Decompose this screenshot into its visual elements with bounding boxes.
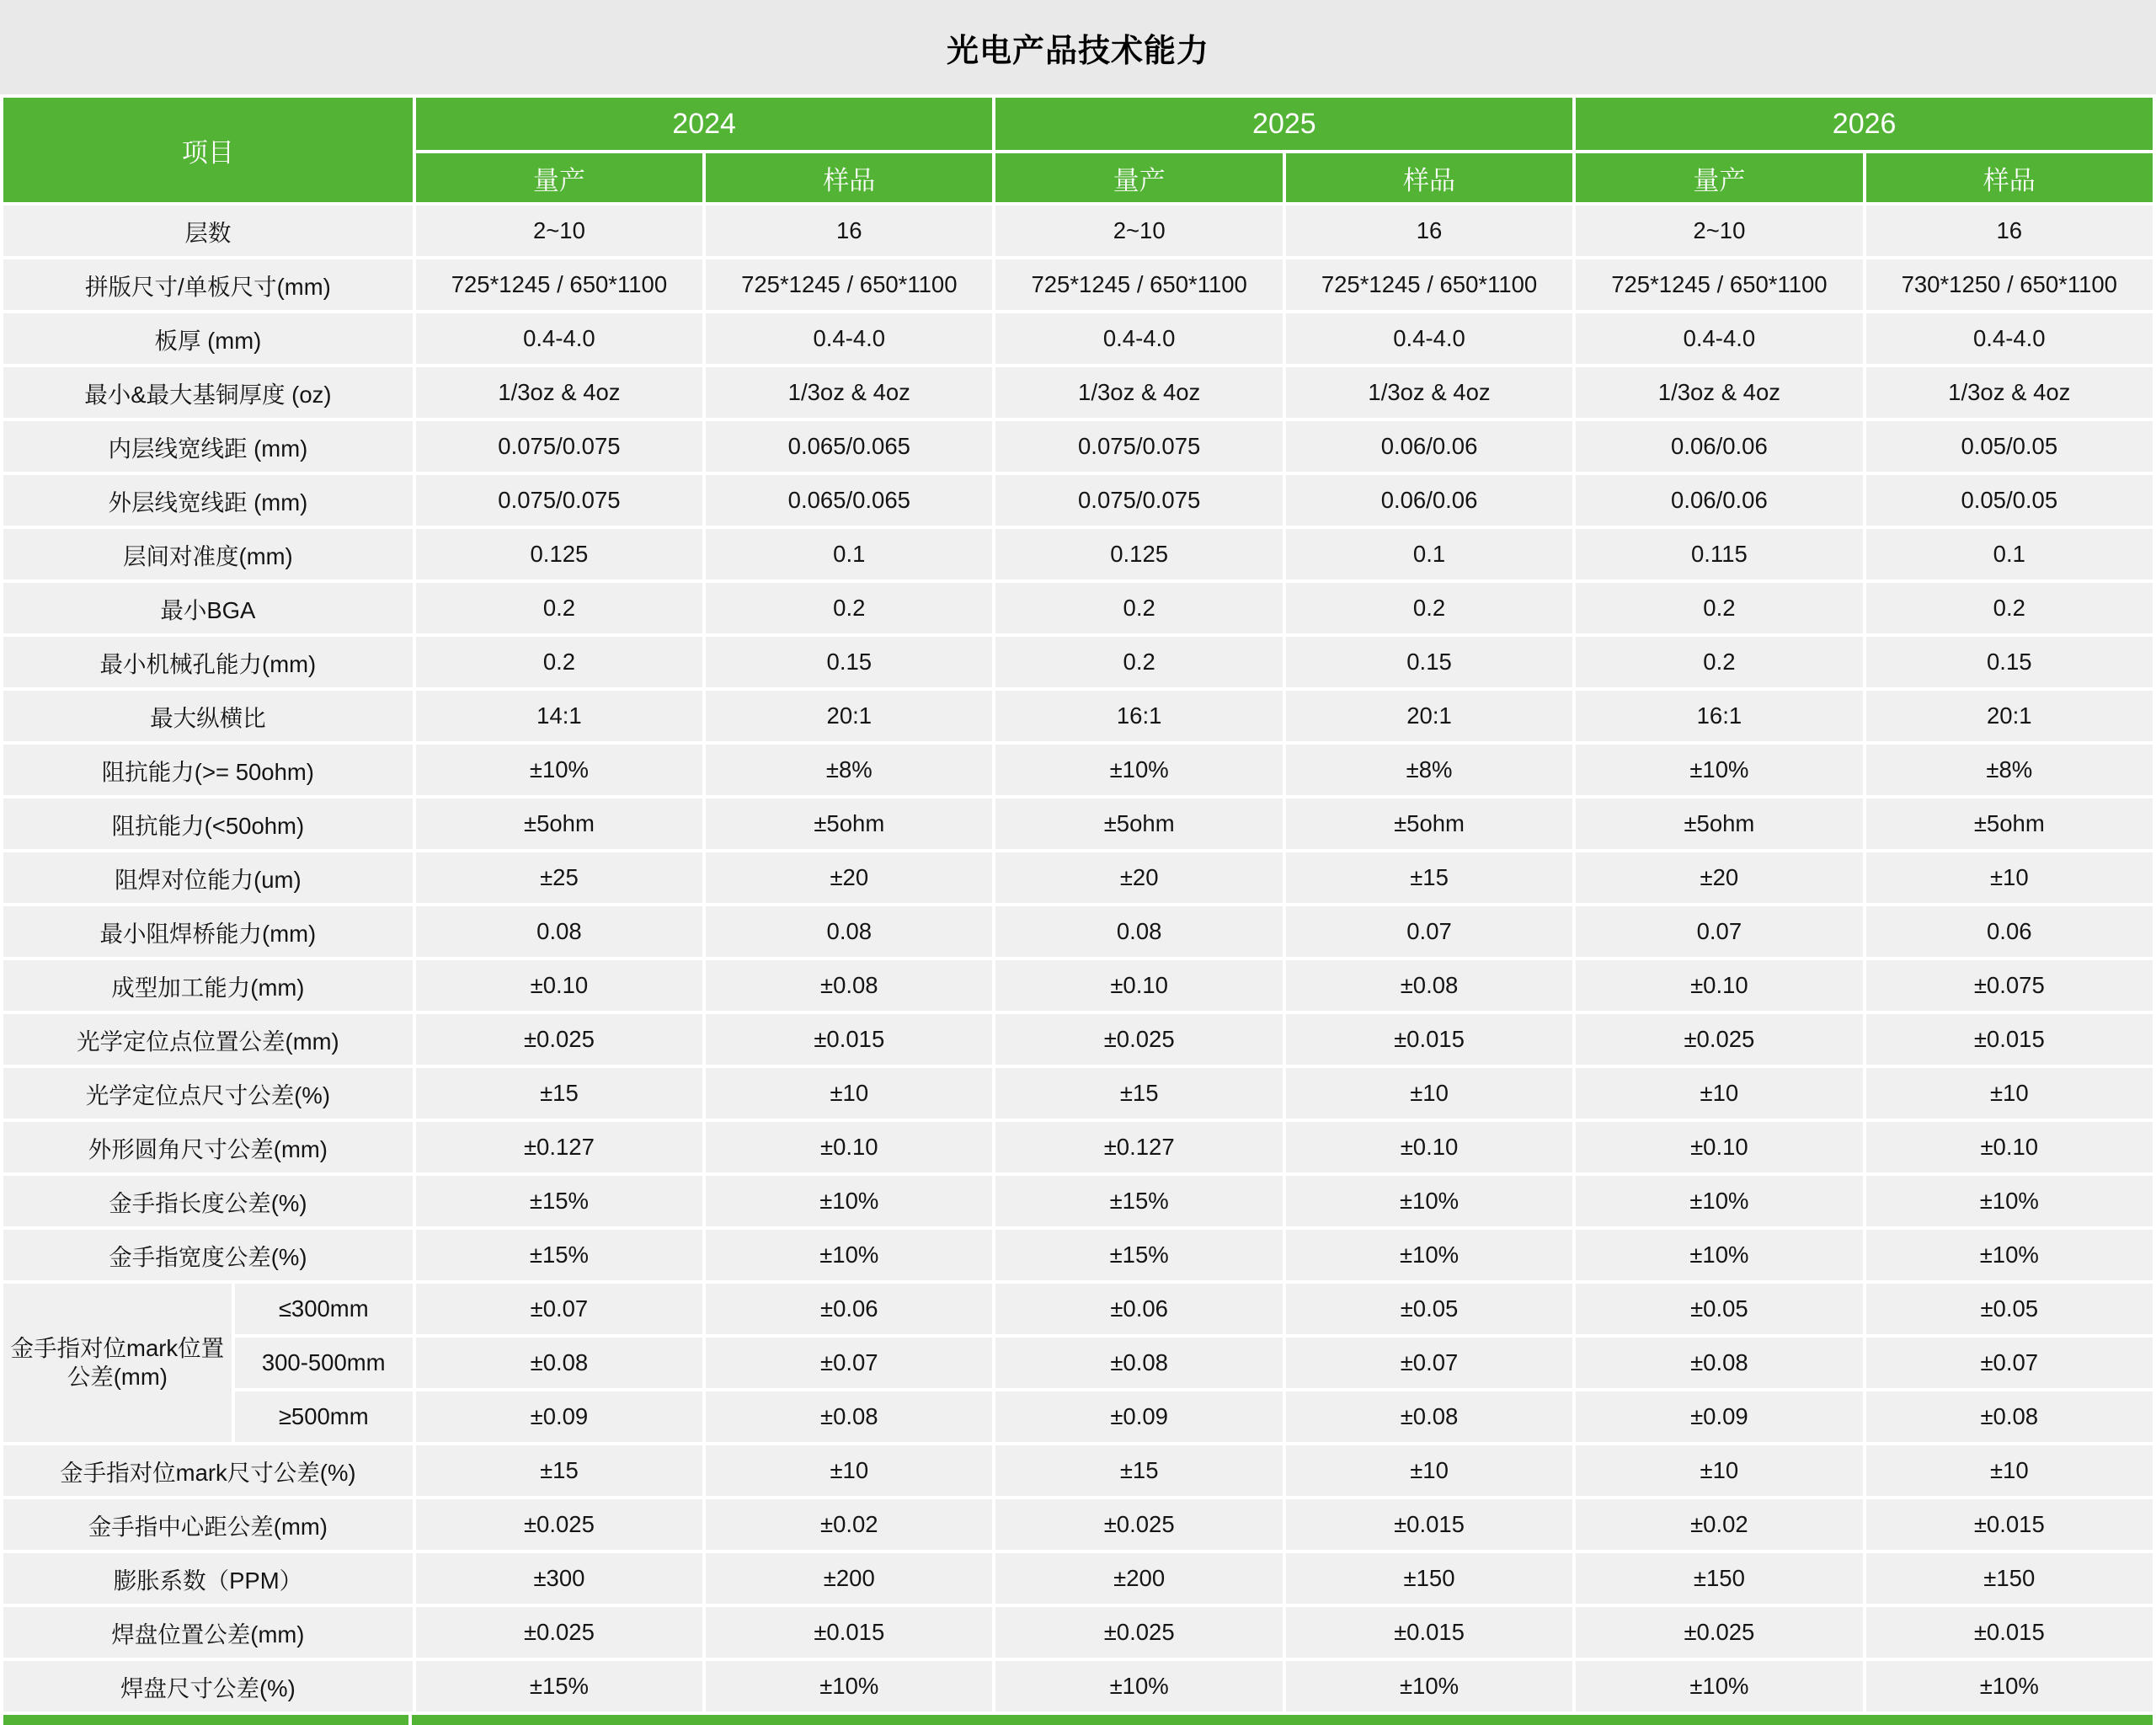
- cell-r0c1: 16: [706, 206, 992, 256]
- row-label: 阻抗能力(>= 50ohm): [3, 745, 413, 795]
- cell-r14c2: ±0.10: [995, 960, 1282, 1011]
- cell-r19c5: ±10%: [1866, 1230, 2153, 1280]
- cell-r2c2: 0.4-4.0: [995, 313, 1282, 364]
- cell-r14c0: ±0.10: [416, 960, 702, 1011]
- cell-r20s2c3: ±0.08: [1286, 1391, 1572, 1442]
- cell-r17c1: ±0.10: [706, 1122, 992, 1172]
- table-row: [3, 1391, 2153, 1442]
- cell-r9c3: 20:1: [1286, 691, 1572, 741]
- cell-r22c0: ±0.025: [416, 1499, 702, 1550]
- table-row: [3, 852, 2153, 903]
- cell-r21c2: ±15: [995, 1445, 1282, 1496]
- cell-r4c5: 0.05/0.05: [1866, 421, 2153, 472]
- cell-r13c1: 0.08: [706, 906, 992, 957]
- cell-r18c1: ±10%: [706, 1176, 992, 1226]
- cell-r16c5: ±10: [1866, 1068, 2153, 1119]
- cell-r23c2: ±200: [995, 1553, 1282, 1604]
- column-header-2025-production: 量产: [995, 153, 1282, 202]
- cell-r8c4: 0.2: [1576, 637, 1862, 687]
- cell-r20s0c4: ±0.05: [1576, 1284, 1862, 1334]
- row-label: 层间对准度(mm): [3, 529, 413, 579]
- cell-r21c1: ±10: [706, 1445, 992, 1496]
- row-label: 金手指中心距公差(mm): [3, 1499, 413, 1550]
- cell-r25c2: ±10%: [995, 1661, 1282, 1712]
- cell-r21c0: ±15: [416, 1445, 702, 1496]
- cell-r13c4: 0.07: [1576, 906, 1862, 957]
- column-header-2024-sample: 样品: [706, 153, 992, 202]
- cell-r25c1: ±10%: [706, 1661, 992, 1712]
- table-row: [3, 421, 2153, 472]
- cell-r22c3: ±0.015: [1286, 1499, 1572, 1550]
- row-label: 最大纵横比: [3, 691, 413, 741]
- cell-r9c5: 20:1: [1866, 691, 2153, 741]
- cell-r5c3: 0.06/0.06: [1286, 475, 1572, 526]
- cell-r5c4: 0.06/0.06: [1576, 475, 1862, 526]
- table-row: [3, 637, 2153, 687]
- row-label: 焊盘尺寸公差(%): [3, 1661, 413, 1712]
- cell-r11c2: ±5ohm: [995, 798, 1282, 849]
- cutoff-header-segment: [3, 1715, 408, 1725]
- cell-r12c3: ±15: [1286, 852, 1572, 903]
- cell-r9c4: 16:1: [1576, 691, 1862, 741]
- table-row: [3, 1068, 2153, 1119]
- cell-r20s0c3: ±0.05: [1286, 1284, 1572, 1334]
- cell-r18c0: ±15%: [416, 1176, 702, 1226]
- row-group-label: 金手指对位mark位置公差(mm): [3, 1284, 232, 1442]
- next-table-header-cutoff: [3, 1715, 2153, 1725]
- row-label: 阻焊对位能力(um): [3, 852, 413, 903]
- cell-r1c2: 725*1245 / 650*1100: [995, 259, 1282, 310]
- row-label: 拼版尺寸/单板尺寸(mm): [3, 259, 413, 310]
- cell-r25c5: ±10%: [1866, 1661, 2153, 1712]
- cell-r12c4: ±20: [1576, 852, 1862, 903]
- cell-r22c1: ±0.02: [706, 1499, 992, 1550]
- cell-r10c4: ±10%: [1576, 745, 1862, 795]
- cell-r16c0: ±15: [416, 1068, 702, 1119]
- cell-r11c0: ±5ohm: [416, 798, 702, 849]
- cell-r11c4: ±5ohm: [1576, 798, 1862, 849]
- cell-r2c5: 0.4-4.0: [1866, 313, 2153, 364]
- cell-r12c2: ±20: [995, 852, 1282, 903]
- table-row: [3, 906, 2153, 957]
- row-range-label: ≤300mm: [235, 1284, 413, 1334]
- cell-r15c2: ±0.025: [995, 1014, 1282, 1065]
- row-label: 最小机械孔能力(mm): [3, 637, 413, 687]
- cell-r22c5: ±0.015: [1866, 1499, 2153, 1550]
- cell-r20s2c4: ±0.09: [1576, 1391, 1862, 1442]
- row-label: 内层线宽线距 (mm): [3, 421, 413, 472]
- cell-r14c1: ±0.08: [706, 960, 992, 1011]
- table-row: [3, 1284, 2153, 1334]
- cell-r18c3: ±10%: [1286, 1176, 1572, 1226]
- table-row: [3, 1607, 2153, 1658]
- column-header-2025-sample: 样品: [1286, 153, 1572, 202]
- table-row: [3, 583, 2153, 633]
- cell-r13c3: 0.07: [1286, 906, 1572, 957]
- row-range-label: 300-500mm: [235, 1338, 413, 1388]
- cell-r13c2: 0.08: [995, 906, 1282, 957]
- capability-table: [0, 94, 2156, 1715]
- cell-r21c3: ±10: [1286, 1445, 1572, 1496]
- cell-r10c3: ±8%: [1286, 745, 1572, 795]
- table-row: [3, 1230, 2153, 1280]
- row-label: 外层线宽线距 (mm): [3, 475, 413, 526]
- cell-r0c0: 2~10: [416, 206, 702, 256]
- cell-r17c0: ±0.127: [416, 1122, 702, 1172]
- cell-r11c5: ±5ohm: [1866, 798, 2153, 849]
- cell-r8c3: 0.15: [1286, 637, 1572, 687]
- column-header-2026-production: 量产: [1576, 153, 1862, 202]
- cell-r18c5: ±10%: [1866, 1176, 2153, 1226]
- cell-r2c4: 0.4-4.0: [1576, 313, 1862, 364]
- cell-r15c1: ±0.015: [706, 1014, 992, 1065]
- cell-r14c3: ±0.08: [1286, 960, 1572, 1011]
- table-row: [3, 206, 2153, 256]
- cell-r8c1: 0.15: [706, 637, 992, 687]
- row-label: 金手指长度公差(%): [3, 1176, 413, 1226]
- cell-r1c5: 730*1250 / 650*1100: [1866, 259, 2153, 310]
- cell-r20s0c2: ±0.06: [995, 1284, 1282, 1334]
- page-title: 光电产品技术能力: [946, 33, 1209, 69]
- cell-r1c1: 725*1245 / 650*1100: [706, 259, 992, 310]
- table-row: [3, 1176, 2153, 1226]
- row-label: 膨胀系数（PPM）: [3, 1553, 413, 1604]
- table-row: [3, 529, 2153, 579]
- cell-r24c4: ±0.025: [1576, 1607, 1862, 1658]
- table-row: [3, 1553, 2153, 1604]
- row-label: 最小阻焊桥能力(mm): [3, 906, 413, 957]
- cell-r14c4: ±0.10: [1576, 960, 1862, 1011]
- cell-r5c1: 0.065/0.065: [706, 475, 992, 526]
- cell-r16c4: ±10: [1576, 1068, 1862, 1119]
- cell-r17c3: ±0.10: [1286, 1122, 1572, 1172]
- row-label: 成型加工能力(mm): [3, 960, 413, 1011]
- cell-r11c3: ±5ohm: [1286, 798, 1572, 849]
- column-header-2026-sample: 样品: [1866, 153, 2153, 202]
- cell-r1c0: 725*1245 / 650*1100: [416, 259, 702, 310]
- cell-r5c2: 0.075/0.075: [995, 475, 1282, 526]
- cell-r20s0c1: ±0.06: [706, 1284, 992, 1334]
- title-band: [0, 0, 2156, 94]
- cell-r24c3: ±0.015: [1286, 1607, 1572, 1658]
- cell-r6c2: 0.125: [995, 529, 1282, 579]
- column-header-year-2024: 2024: [416, 98, 993, 150]
- cell-r16c3: ±10: [1286, 1068, 1572, 1119]
- cell-r18c2: ±15%: [995, 1176, 1282, 1226]
- cell-r6c5: 0.1: [1866, 529, 2153, 579]
- cell-r7c4: 0.2: [1576, 583, 1862, 633]
- cell-r0c3: 16: [1286, 206, 1572, 256]
- cell-r20s0c5: ±0.05: [1866, 1284, 2153, 1334]
- cell-r15c0: ±0.025: [416, 1014, 702, 1065]
- cell-r1c4: 725*1245 / 650*1100: [1576, 259, 1862, 310]
- cell-r20s1c1: ±0.07: [706, 1338, 992, 1388]
- cell-r8c0: 0.2: [416, 637, 702, 687]
- row-label: 焊盘位置公差(mm): [3, 1607, 413, 1658]
- cell-r20s2c2: ±0.09: [995, 1391, 1282, 1442]
- cell-r10c5: ±8%: [1866, 745, 2153, 795]
- table-row: [3, 691, 2153, 741]
- cell-r23c5: ±150: [1866, 1553, 2153, 1604]
- table-row: [3, 1499, 2153, 1550]
- cell-r15c3: ±0.015: [1286, 1014, 1572, 1065]
- table-row: [3, 1014, 2153, 1065]
- cell-r22c4: ±0.02: [1576, 1499, 1862, 1550]
- cell-r20s2c0: ±0.09: [416, 1391, 702, 1442]
- row-label: 层数: [3, 206, 413, 256]
- cell-r3c5: 1/3oz & 4oz: [1866, 367, 2153, 418]
- table-header: [3, 98, 2153, 202]
- column-header-year-2026: 2026: [1576, 98, 2153, 150]
- cell-r1c3: 725*1245 / 650*1100: [1286, 259, 1572, 310]
- cell-r20s2c1: ±0.08: [706, 1391, 992, 1442]
- cell-r25c0: ±15%: [416, 1661, 702, 1712]
- cell-r17c2: ±0.127: [995, 1122, 1282, 1172]
- cell-r24c5: ±0.015: [1866, 1607, 2153, 1658]
- cell-r23c0: ±300: [416, 1553, 702, 1604]
- cell-r23c1: ±200: [706, 1553, 992, 1604]
- cell-r14c5: ±0.075: [1866, 960, 2153, 1011]
- cell-r9c1: 20:1: [706, 691, 992, 741]
- cell-r18c4: ±10%: [1576, 1176, 1862, 1226]
- table-row: [3, 259, 2153, 310]
- cell-r16c1: ±10: [706, 1068, 992, 1119]
- cell-r17c4: ±0.10: [1576, 1122, 1862, 1172]
- cell-r20s1c5: ±0.07: [1866, 1338, 2153, 1388]
- cell-r7c2: 0.2: [995, 583, 1282, 633]
- row-label: 光学定位点位置公差(mm): [3, 1014, 413, 1065]
- column-header-year-2025: 2025: [995, 98, 1572, 150]
- cell-r2c3: 0.4-4.0: [1286, 313, 1572, 364]
- cell-r5c0: 0.075/0.075: [416, 475, 702, 526]
- cell-r20s1c3: ±0.07: [1286, 1338, 1572, 1388]
- cell-r11c1: ±5ohm: [706, 798, 992, 849]
- cell-r5c5: 0.05/0.05: [1866, 475, 2153, 526]
- row-label: 最小&最大基铜厚度 (oz): [3, 367, 413, 418]
- cell-r2c0: 0.4-4.0: [416, 313, 702, 364]
- row-label: 阻抗能力(<50ohm): [3, 798, 413, 849]
- cell-r10c2: ±10%: [995, 745, 1282, 795]
- cell-r20s0c0: ±0.07: [416, 1284, 702, 1334]
- cell-r16c2: ±15: [995, 1068, 1282, 1119]
- table-row: [3, 1122, 2153, 1172]
- cell-r19c2: ±15%: [995, 1230, 1282, 1280]
- cell-r7c1: 0.2: [706, 583, 992, 633]
- table-row: [3, 745, 2153, 795]
- cell-r19c1: ±10%: [706, 1230, 992, 1280]
- cell-r8c2: 0.2: [995, 637, 1282, 687]
- cell-r12c5: ±10: [1866, 852, 2153, 903]
- cell-r0c4: 2~10: [1576, 206, 1862, 256]
- table-body: [3, 206, 2153, 1712]
- cell-r4c0: 0.075/0.075: [416, 421, 702, 472]
- cell-r9c0: 14:1: [416, 691, 702, 741]
- cell-r24c2: ±0.025: [995, 1607, 1282, 1658]
- cell-r3c0: 1/3oz & 4oz: [416, 367, 702, 418]
- cell-r12c1: ±20: [706, 852, 992, 903]
- cell-r15c5: ±0.015: [1866, 1014, 2153, 1065]
- cell-r20s1c0: ±0.08: [416, 1338, 702, 1388]
- cell-r25c4: ±10%: [1576, 1661, 1862, 1712]
- column-header-2024-production: 量产: [416, 153, 702, 202]
- cell-r15c4: ±0.025: [1576, 1014, 1862, 1065]
- cell-r23c4: ±150: [1576, 1553, 1862, 1604]
- cell-r3c2: 1/3oz & 4oz: [995, 367, 1282, 418]
- cell-r10c1: ±8%: [706, 745, 992, 795]
- cell-r13c0: 0.08: [416, 906, 702, 957]
- table-row: [3, 1338, 2153, 1388]
- cell-r20s1c2: ±0.08: [995, 1338, 1282, 1388]
- cell-r6c0: 0.125: [416, 529, 702, 579]
- cell-r7c0: 0.2: [416, 583, 702, 633]
- row-label: 金手指宽度公差(%): [3, 1230, 413, 1280]
- table-row: [3, 475, 2153, 526]
- cell-r6c4: 0.115: [1576, 529, 1862, 579]
- cell-r0c5: 16: [1866, 206, 2153, 256]
- cell-r22c2: ±0.025: [995, 1499, 1282, 1550]
- cell-r0c2: 2~10: [995, 206, 1282, 256]
- cell-r19c3: ±10%: [1286, 1230, 1572, 1280]
- cell-r3c3: 1/3oz & 4oz: [1286, 367, 1572, 418]
- cell-r10c0: ±10%: [416, 745, 702, 795]
- cell-r23c3: ±150: [1286, 1553, 1572, 1604]
- cell-r7c3: 0.2: [1286, 583, 1572, 633]
- cell-r8c5: 0.15: [1866, 637, 2153, 687]
- row-label: 光学定位点尺寸公差(%): [3, 1068, 413, 1119]
- cell-r24c0: ±0.025: [416, 1607, 702, 1658]
- cell-r20s2c5: ±0.08: [1866, 1391, 2153, 1442]
- cell-r6c1: 0.1: [706, 529, 992, 579]
- cell-r12c0: ±25: [416, 852, 702, 903]
- row-label: 金手指对位mark尺寸公差(%): [3, 1445, 413, 1496]
- cell-r20s1c4: ±0.08: [1576, 1338, 1862, 1388]
- column-header-item: 项目: [3, 98, 413, 202]
- cell-r2c1: 0.4-4.0: [706, 313, 992, 364]
- cell-r3c4: 1/3oz & 4oz: [1576, 367, 1862, 418]
- table-row: [3, 798, 2153, 849]
- table-row: [3, 1661, 2153, 1712]
- cell-r25c3: ±10%: [1286, 1661, 1572, 1712]
- row-label: 外形圆角尺寸公差(mm): [3, 1122, 413, 1172]
- cutoff-header-segment: [412, 1715, 2153, 1725]
- cell-r4c4: 0.06/0.06: [1576, 421, 1862, 472]
- cell-r24c1: ±0.015: [706, 1607, 992, 1658]
- cell-r19c4: ±10%: [1576, 1230, 1862, 1280]
- cell-r4c3: 0.06/0.06: [1286, 421, 1572, 472]
- cell-r4c2: 0.075/0.075: [995, 421, 1282, 472]
- cell-r7c5: 0.2: [1866, 583, 2153, 633]
- cell-r3c1: 1/3oz & 4oz: [706, 367, 992, 418]
- table-row: [3, 313, 2153, 364]
- table-row: [3, 1445, 2153, 1496]
- row-label: 板厚 (mm): [3, 313, 413, 364]
- cell-r9c2: 16:1: [995, 691, 1282, 741]
- cell-r21c4: ±10: [1576, 1445, 1862, 1496]
- row-label: 最小BGA: [3, 583, 413, 633]
- table-row: [3, 960, 2153, 1011]
- row-range-label: ≥500mm: [235, 1391, 413, 1442]
- cell-r19c0: ±15%: [416, 1230, 702, 1280]
- table-row: [3, 367, 2153, 418]
- cell-r6c3: 0.1: [1286, 529, 1572, 579]
- cell-r21c5: ±10: [1866, 1445, 2153, 1496]
- cell-r17c5: ±0.10: [1866, 1122, 2153, 1172]
- cell-r4c1: 0.065/0.065: [706, 421, 992, 472]
- cell-r13c5: 0.06: [1866, 906, 2153, 957]
